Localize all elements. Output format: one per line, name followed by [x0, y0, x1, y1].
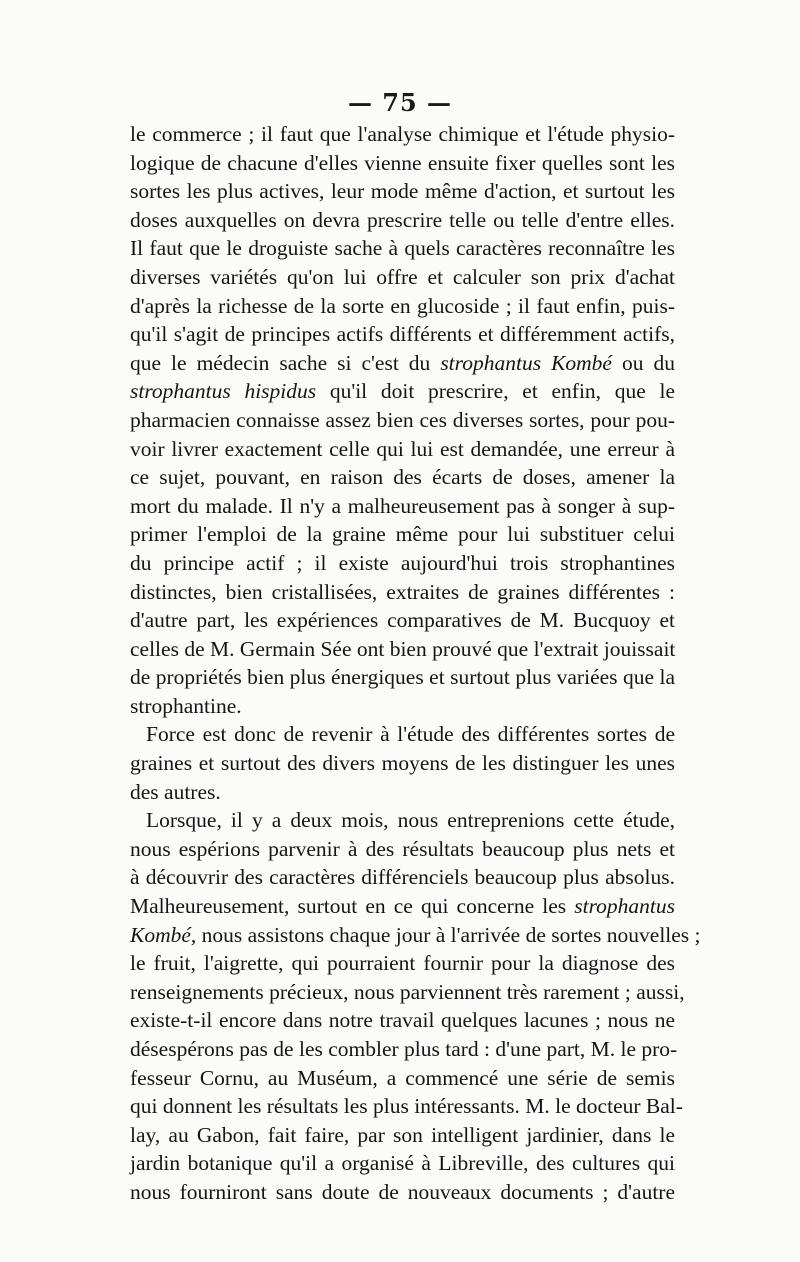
text-segment: existe-t-il encore dans notre travail quelques lacunes ; nous ne	[130, 1008, 675, 1033]
text-segment: primer l'emploi de la graine même pour lui substituer celui	[130, 522, 675, 547]
text-line	[130, 978, 685, 1007]
text-line	[130, 692, 675, 721]
text-line	[130, 320, 675, 349]
text-segment: nous fourniront sans doute de nouveaux documents ; d'autre	[130, 1179, 675, 1204]
text-segment: doses auxquelles on devra prescrire telle ou telle d'entre elles.	[130, 207, 675, 232]
text-segment: nous assistons chaque jour à l'arrivée de sortes nouvelles ;	[196, 922, 701, 947]
text-line	[130, 349, 675, 378]
text-segment: lay, au Gabon, fait faire, par son intelligent jardinier, dans le	[130, 1122, 675, 1147]
text-segment: logique de chacune d'elles vienne ensuite fixer quelles sont les	[130, 150, 675, 175]
text-line	[130, 463, 675, 492]
text-segment: diverses variétés qu'on lui offre et calculer son prix d'achat	[130, 264, 675, 289]
text-line	[130, 234, 675, 263]
text-segment: mort du malade. Il n'y a malheureusement pas à songer à sup-	[130, 493, 675, 518]
italic-text: Kombé,	[130, 922, 197, 947]
italic-text: strophantus hispidus	[130, 379, 317, 404]
text-segment: Lorsque, il y a deux mois, nous entreprenions cette étude,	[146, 808, 675, 833]
text-line	[130, 949, 675, 978]
text-line	[130, 835, 675, 864]
text-segment: voir livrer exactement celle qui lui est demandée, une erreur à	[130, 436, 675, 461]
text-line	[130, 892, 675, 921]
text-segment: pharmacien connaisse assez bien ces diverses sortes, pour pou-	[130, 407, 675, 432]
text-segment: distinctes, bien cristallisées, extraites de graines différentes :	[130, 579, 675, 604]
text-segment: de propriétés bien plus énergiques et surtout plus variées que la	[130, 665, 675, 690]
text-line	[130, 206, 675, 235]
text-line	[130, 578, 675, 607]
text-segment: à découvrir des caractères différenciels beaucoup plus absolus.	[130, 865, 675, 890]
text-line	[130, 635, 675, 664]
text-line	[130, 1121, 675, 1150]
text-line	[130, 1149, 675, 1178]
italic-text: strophantus	[574, 894, 675, 919]
text-segment: strophantine.	[130, 693, 242, 718]
text-line	[130, 520, 675, 549]
text-line	[130, 778, 675, 807]
text-segment: celles de M. Germain Sée ont bien prouvé que l'extrait jouissait	[130, 636, 676, 661]
text-line	[130, 720, 675, 749]
text-line	[130, 1178, 675, 1207]
text-segment: nous espérions parvenir à des résultats beaucoup plus nets et	[130, 836, 675, 861]
text-segment: des autres.	[130, 779, 221, 804]
text-segment: d'autre part, les expériences comparatives de M. Bucquoy et	[130, 608, 675, 633]
text-segment: d'après la richesse de la sorte en glucoside ; il faut enfin, puis-	[130, 293, 675, 318]
text-line	[130, 1035, 678, 1064]
text-line	[130, 263, 675, 292]
text-segment: qu'il doit prescrire, et enfin, que le	[316, 379, 676, 404]
text-segment: jardin botanique qu'il a organisé à Libreville, des cultures qui	[130, 1151, 675, 1176]
text-segment: ce sujet, pouvant, en raison des écarts de doses, amener la	[130, 465, 675, 490]
text-segment: qui donnent les résultats les plus intéressants. M. le docteur Bal-	[130, 1094, 683, 1119]
text-line	[130, 863, 675, 892]
body-text	[130, 120, 701, 1207]
text-segment: qu'il s'agit de principes actifs différents et différemment actifs,	[130, 322, 675, 347]
italic-text: strophantus Kombé	[440, 350, 612, 375]
text-line	[130, 492, 675, 521]
text-segment: le commerce ; il faut que l'analyse chimique et l'étude physio-	[130, 122, 675, 146]
text-line	[130, 1064, 675, 1093]
text-line	[130, 406, 675, 435]
text-segment: Il faut que le droguiste sache à quels caractères reconnaître les	[130, 236, 675, 261]
text-segment: sortes les plus actives, leur mode même d'action, et surtout les	[130, 179, 675, 204]
text-line	[130, 149, 675, 178]
text-line	[130, 177, 675, 206]
text-segment: ou du	[611, 350, 675, 375]
text-line	[130, 120, 675, 149]
text-line	[130, 806, 675, 835]
page-number: — 75 —	[347, 88, 453, 117]
text-line	[130, 663, 675, 692]
text-line	[130, 749, 675, 778]
text-line	[130, 435, 675, 464]
text-segment: du principe actif ; il existe aujourd'hui trois strophantines	[130, 550, 675, 575]
text-segment: que le médecin sache si c'est du	[130, 350, 441, 375]
text-segment: graines et surtout des divers moyens de les distinguer les unes	[130, 751, 675, 776]
text-segment: le fruit, l'aigrette, qui pourraient fournir pour la diagnose des	[130, 951, 675, 976]
text-segment: désespérons pas de les combler plus tard : d'une part, M. le pro-	[130, 1037, 678, 1061]
text-line	[130, 921, 701, 950]
text-segment: renseignements précieux, nous parviennent très rarement ; aussi,	[130, 979, 685, 1004]
text-line	[130, 606, 675, 635]
text-segment: fesseur Cornu, au Muséum, a commencé une série de semis	[130, 1065, 675, 1090]
text-line	[130, 1092, 683, 1121]
text-line	[130, 549, 675, 578]
text-line	[130, 1006, 675, 1035]
text-segment: Malheureusement, surtout en ce qui concerne les	[130, 894, 575, 919]
text-line	[130, 292, 675, 321]
text-line	[130, 377, 675, 406]
text-segment: Force est donc de revenir à l'étude des différentes sortes de	[146, 722, 675, 747]
